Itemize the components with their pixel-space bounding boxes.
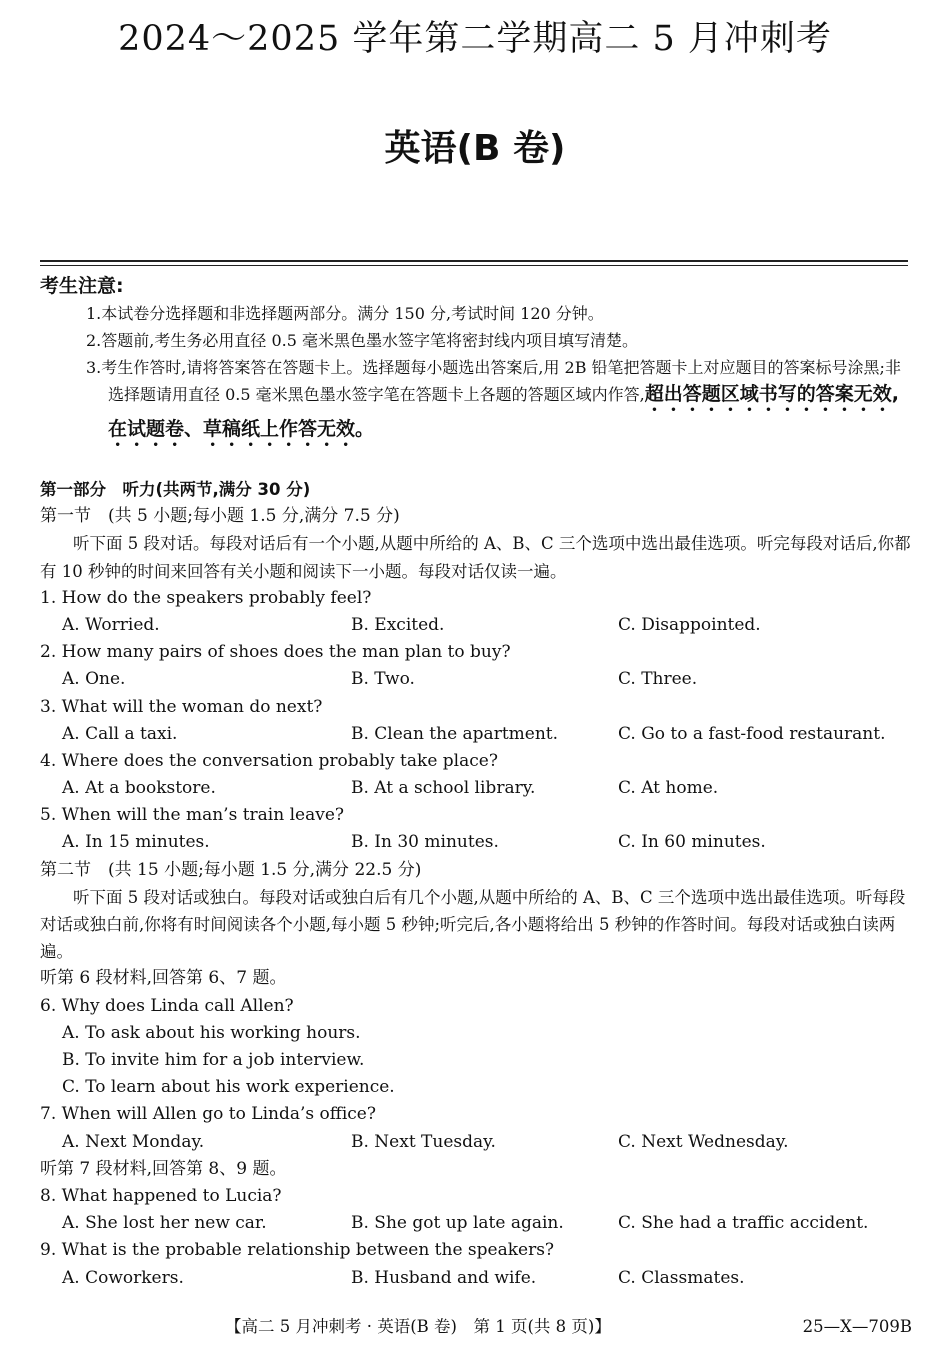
note-item: 2.答题前,考生务必用直径 0.5 毫米黑色墨水签字笔将密封线内项目填写清楚。 xyxy=(86,331,638,350)
option-a: A. She lost her new car. xyxy=(62,1213,267,1234)
note-item: 1.本试卷分选择题和非选择题两部分。满分 150 分,考试时间 120 分钟。 xyxy=(86,304,604,323)
question-stem: 4. Where does the conversation probably take place? xyxy=(40,750,498,771)
part-heading: 第一部分 听力(共两节,满分 30 分) xyxy=(40,480,311,499)
option-c: C. Three. xyxy=(618,669,698,690)
notes-heading: 考生注意: xyxy=(40,275,124,297)
header-rule xyxy=(40,260,908,262)
exam-notes xyxy=(40,272,912,451)
option-c: C. She had a traffic accident. xyxy=(618,1213,869,1234)
page-footer xyxy=(40,1314,912,1340)
option-a: A. One. xyxy=(62,669,126,690)
question-stem: 1. How do the speakers probably feel? xyxy=(40,587,372,608)
group-instruction: 听第 6 段材料,回答第 6、7 题。 xyxy=(40,968,287,989)
question-stem: 9. What is the probable relationship between the speakers? xyxy=(40,1240,555,1261)
options-row xyxy=(40,1129,912,1156)
section-heading: 第一节 (共 5 小题;每小题 1.5 分,满分 7.5 分) xyxy=(40,506,400,527)
options-row xyxy=(40,1265,912,1292)
option-b: B. Clean the apartment. xyxy=(351,723,559,744)
options-row xyxy=(40,612,912,639)
option-b: B. At a school library. xyxy=(351,778,536,799)
option-c: C. Next Wednesday. xyxy=(618,1131,789,1152)
question-stem: 6. Why does Linda call Allen? xyxy=(40,995,294,1016)
option-b: B. Husband and wife. xyxy=(351,1267,537,1288)
option-a: A. Coworkers. xyxy=(62,1267,184,1288)
section-instructions: 听下面 5 段对话或独白。每段对话或独白后有几个小题,从题中所给的 A、B、C 三个选项中选出最佳选项。听每段对话或独白前,你将有时间阅读各个小题,每小题 5 秒钟;听完后,各小题将给出 5 秒钟的作答时间。每段对话或独白读两遍。 xyxy=(40,887,906,962)
exam-subtitle: 英语(B 卷) xyxy=(384,128,566,169)
footer-code: 25—X—709B xyxy=(802,1317,912,1336)
listening-part xyxy=(40,476,912,1292)
option-c: C. Go to a fast-food restaurant. xyxy=(618,723,886,744)
options-row xyxy=(40,721,912,748)
option-b: B. She got up late again. xyxy=(351,1213,564,1234)
options-row xyxy=(40,1210,912,1237)
header-rule-thin xyxy=(40,265,908,266)
option-a: A. At a bookstore. xyxy=(62,778,216,799)
question-stem: 3. What will the woman do next? xyxy=(40,696,323,717)
option-b: B. Two. xyxy=(351,669,415,690)
options-row xyxy=(40,829,912,856)
options-row xyxy=(40,775,912,802)
section-heading: 第二节 (共 15 小题;每小题 1.5 分,满分 22.5 分) xyxy=(40,859,422,880)
options-row xyxy=(40,666,912,693)
exam-title: 2024～2025 学年第二学期高二 5 月冲刺考 xyxy=(118,19,832,59)
footer-page-info: 【高二 5 月冲刺考 · 英语(B 卷) 第 1 页(共 8 页)】 xyxy=(225,1317,611,1336)
option-a: A. To ask about his working hours. xyxy=(62,1022,361,1043)
option-a: A. In 15 minutes. xyxy=(62,832,210,853)
option-c: C. In 60 minutes. xyxy=(618,832,766,853)
note-item xyxy=(86,354,912,451)
option-b: B. To invite him for a job interview. xyxy=(62,1050,365,1071)
option-b: B. In 30 minutes. xyxy=(351,832,499,853)
question-stem: 2. How many pairs of shoes does the man plan to buy? xyxy=(40,642,511,663)
option-c: C. Classmates. xyxy=(618,1267,745,1288)
option-a: A. Worried. xyxy=(62,614,160,635)
option-b: B. Next Tuesday. xyxy=(351,1131,496,1152)
option-a: A. Call a taxi. xyxy=(62,723,178,744)
note-emphasis: 超出答题区域书写的答案无效,在试题卷、草稿纸上作答无效。 xyxy=(108,383,899,440)
question-stem: 7. When will Allen go to Linda’s office? xyxy=(40,1104,376,1125)
option-c: C. To learn about his work experience. xyxy=(62,1077,395,1098)
question-stem: 5. When will the man’s train leave? xyxy=(40,805,344,826)
question-stem: 8. What happened to Lucia? xyxy=(40,1185,282,1206)
note-text: 3.考生作答时,请将答案答在答题卡上。选择题每小题选出答案后,用 2B 铅笔把答题卡上对应题目的答案标号涂黑;非选择题请用直径 0.5 毫米黑色墨水签字笔在答题卡上各题的答题区域内作答, xyxy=(86,358,901,404)
option-b: B. Excited. xyxy=(351,614,445,635)
option-c: C. Disappointed. xyxy=(618,614,761,635)
section-instructions: 听下面 5 段对话。每段对话后有一个小题,从题中所给的 A、B、C 三个选项中选出最佳选项。听完每段对话后,你都有 10 秒钟的时间来回答有关小题和阅读下一小题。每段对话仅读一遍。 xyxy=(40,534,911,581)
option-c: C. At home. xyxy=(618,778,719,799)
option-a: A. Next Monday. xyxy=(62,1131,205,1152)
group-instruction: 听第 7 段材料,回答第 8、9 题。 xyxy=(40,1158,287,1179)
